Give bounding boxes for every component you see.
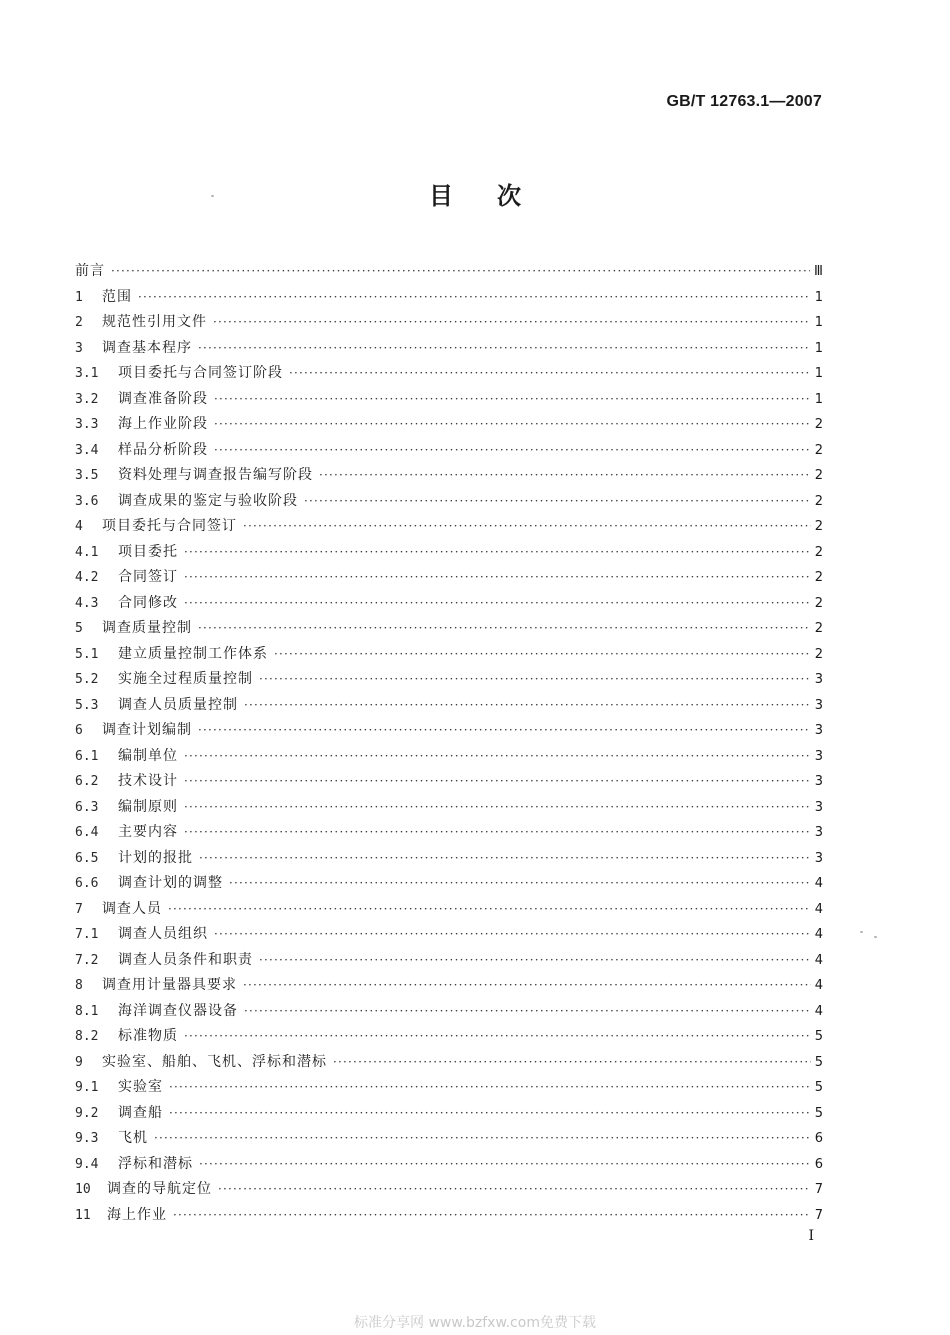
- toc-entry-number: 3.4: [75, 442, 99, 458]
- toc-entry[interactable]: [75, 948, 823, 974]
- toc-entry-number: 8: [75, 978, 83, 993]
- toc-entry-page: 2: [814, 595, 823, 611]
- toc-entry-number: 5.2: [75, 672, 99, 687]
- toc-entry[interactable]: [75, 1024, 823, 1050]
- toc-entry[interactable]: [75, 1075, 823, 1101]
- toc-entry-title: 调查用计量器具要求: [102, 977, 237, 993]
- toc-entry[interactable]: [75, 514, 823, 540]
- toc-entry-title: 项目委托: [118, 543, 178, 560]
- toc-entry-page: 4: [814, 952, 823, 968]
- toc-entry-number: 9: [75, 1054, 83, 1070]
- toc-entry-number: 5.1: [75, 646, 99, 662]
- toc-leader-dots: [169, 1101, 811, 1127]
- toc-entry-page: 3: [814, 723, 823, 738]
- toc-entry-page: 4: [814, 978, 823, 993]
- toc-entry[interactable]: [75, 718, 823, 744]
- toc-entry[interactable]: [75, 259, 823, 285]
- toc-entry-page: Ⅲ: [814, 264, 823, 279]
- toc-entry[interactable]: [75, 1101, 823, 1127]
- toc-leader-dots: [168, 897, 811, 923]
- toc-entry-page: 3: [814, 825, 823, 840]
- toc-entry-title: 编制原则: [118, 798, 178, 815]
- toc-entry-page: 4: [814, 876, 823, 891]
- toc-entry-title: 合同修改: [118, 594, 178, 611]
- toc-entry-page: 2: [814, 442, 823, 458]
- toc-entry-page: 3: [814, 697, 823, 713]
- toc-entry[interactable]: [75, 667, 823, 693]
- toc-entry-number: 3.5: [75, 468, 99, 483]
- toc-entry-title: 编制单位: [118, 747, 178, 764]
- toc-entry-number: 9.2: [75, 1105, 99, 1121]
- toc-entry-page: 1: [814, 315, 823, 330]
- toc-entry[interactable]: [75, 412, 823, 438]
- toc-entry-number: 6.2: [75, 774, 99, 789]
- toc-entry-title: 项目委托与合同签订: [102, 518, 237, 534]
- toc-leader-dots: [138, 285, 811, 311]
- toc-entry[interactable]: [75, 1152, 823, 1178]
- toc-entry-number: 3.1: [75, 366, 99, 381]
- toc-entry[interactable]: [75, 285, 823, 311]
- toc-entry-page: 5: [814, 1105, 823, 1121]
- toc-entry-number: 3.2: [75, 391, 99, 407]
- toc-leader-dots: [199, 1152, 811, 1178]
- toc-entry-title: 调查人员质量控制: [118, 696, 238, 713]
- toc-entry-number: 3.6: [75, 493, 99, 509]
- toc-entry-title: 样品分析阶段: [118, 441, 208, 458]
- toc-entry-page: 2: [814, 570, 823, 585]
- standard-code: GB/T 12763.1—2007: [666, 93, 822, 110]
- toc-entry-number: 6.1: [75, 748, 99, 764]
- toc-entry-title: 调查的导航定位: [107, 1181, 212, 1197]
- toc-entry-number: 9.1: [75, 1080, 99, 1095]
- toc-entry[interactable]: [75, 744, 823, 770]
- toc-entry[interactable]: [75, 871, 823, 897]
- toc-entry-number: 7.2: [75, 952, 99, 968]
- toc-entry[interactable]: [75, 642, 823, 668]
- toc-leader-dots: [198, 718, 811, 744]
- toc-entry-title: 飞机: [118, 1130, 148, 1146]
- toc-entry-page: 4: [814, 1003, 823, 1019]
- toc-entry[interactable]: [75, 616, 823, 642]
- toc-entry-title: 标准物质: [118, 1028, 178, 1044]
- toc-entry-title: 调查计划编制: [102, 722, 192, 738]
- toc-entry-number: 2: [75, 315, 83, 330]
- toc-leader-dots: [111, 259, 810, 285]
- toc-entry[interactable]: [75, 795, 823, 821]
- toc-entry[interactable]: [75, 693, 823, 719]
- toc-entry-number: 4.1: [75, 544, 99, 560]
- toc-entry-number: 9.3: [75, 1131, 99, 1146]
- toc-entry-title: 实验室、船舶、飞机、浮标和潜标: [102, 1053, 327, 1070]
- toc-leader-dots: [184, 591, 811, 617]
- toc-entry[interactable]: [75, 438, 823, 464]
- toc-entry-page: 2: [814, 646, 823, 662]
- toc-entry-number: 11: [75, 1207, 91, 1223]
- toc-entry-number: 4.3: [75, 595, 99, 611]
- toc-entry-title: 合同签订: [118, 569, 178, 585]
- toc-entry-title: 调查质量控制: [102, 620, 192, 636]
- toc-entry-title: 海上作业阶段: [118, 416, 208, 432]
- toc-entry-title: 实施全过程质量控制: [118, 671, 253, 687]
- toc-entry-title: 主要内容: [118, 824, 178, 840]
- toc-entry-page: 5: [814, 1029, 823, 1044]
- toc-entry-number: 7.1: [75, 927, 99, 942]
- toc-entry-title: 海洋调查仪器设备: [118, 1002, 238, 1019]
- toc-entry-number: 3: [75, 340, 83, 356]
- page-number: I: [808, 1228, 814, 1244]
- toc-entry[interactable]: [75, 999, 823, 1025]
- toc-entry-title: 调查人员: [102, 900, 162, 917]
- toc-entry[interactable]: [75, 310, 823, 336]
- toc-entry-page: 1: [814, 366, 823, 381]
- toc-entry-title: 技术设计: [118, 773, 178, 789]
- toc-leader-dots: [319, 463, 811, 489]
- page-title: 目次: [429, 182, 565, 210]
- toc-leader-dots: [184, 769, 811, 795]
- toc-entry-page: 3: [814, 748, 823, 764]
- toc-entry-number: 6.6: [75, 876, 99, 891]
- scan-speck: [860, 931, 863, 933]
- toc-entry-number: 1: [75, 289, 83, 305]
- toc-leader-dots: [213, 310, 811, 336]
- toc-entry-page: 7: [814, 1207, 823, 1223]
- toc-entry-page: 1: [814, 340, 823, 356]
- toc-entry-title: 调查人员条件和职责: [118, 951, 253, 968]
- toc-leader-dots: [259, 667, 811, 693]
- toc-entry-page: 3: [814, 799, 823, 815]
- toc-leader-dots: [243, 973, 811, 999]
- toc-entry[interactable]: [75, 336, 823, 362]
- toc-leader-dots: [214, 412, 811, 438]
- toc-entry[interactable]: [75, 846, 823, 872]
- toc-entry-title: 规范性引用文件: [102, 314, 207, 330]
- toc-entry[interactable]: [75, 897, 823, 923]
- toc-entry-number: 4: [75, 519, 83, 534]
- toc-leader-dots: [244, 693, 811, 719]
- toc-entry[interactable]: [75, 1126, 823, 1152]
- toc-entry-number: 3.3: [75, 417, 99, 432]
- toc-entry-page: 3: [814, 774, 823, 789]
- toc-entry[interactable]: [75, 387, 823, 413]
- toc-entry[interactable]: [75, 463, 823, 489]
- toc-entry-page: 1: [814, 289, 823, 305]
- toc-entry-title: 调查准备阶段: [118, 390, 208, 407]
- toc-entry-title: 资料处理与调查报告编写阶段: [118, 467, 313, 483]
- toc-entry-page: 4: [814, 927, 823, 942]
- toc-entry-page: 2: [814, 544, 823, 560]
- scan-speck: [211, 195, 214, 197]
- toc-leader-dots: [184, 795, 811, 821]
- toc-entry-title: 海上作业: [107, 1206, 167, 1223]
- toc-entry[interactable]: [75, 361, 823, 387]
- toc-entry-number: 6.4: [75, 825, 99, 840]
- toc-entry-title: 实验室: [118, 1079, 163, 1095]
- toc-leader-dots: [184, 744, 811, 770]
- toc-entry-page: 2: [814, 519, 823, 534]
- toc-entry-title: 建立质量控制工作体系: [118, 645, 268, 662]
- toc-leader-dots: [184, 565, 811, 591]
- toc-entry-title: 范围: [102, 288, 132, 305]
- toc-entry[interactable]: [75, 820, 823, 846]
- toc-entry-number: 4.2: [75, 570, 99, 585]
- toc-entry-page: 4: [814, 901, 823, 917]
- toc-leader-dots: [199, 846, 811, 872]
- toc-entry[interactable]: [75, 1177, 823, 1203]
- toc-entry-number: 6: [75, 723, 83, 738]
- toc-leader-dots: [274, 642, 811, 668]
- toc-entry-page: 6: [814, 1156, 823, 1172]
- toc-entry[interactable]: [75, 769, 823, 795]
- toc-entry-number: 6.3: [75, 799, 99, 815]
- toc-leader-dots: [304, 489, 811, 515]
- toc-entry-page: 5: [814, 1054, 823, 1070]
- toc-entry-number: 10: [75, 1182, 91, 1197]
- toc-leader-dots: [243, 514, 811, 540]
- watermark: 标准分享网 www.bzfxw.com免费下载: [354, 1315, 596, 1331]
- toc-leader-dots: [154, 1126, 811, 1152]
- toc-entry-title: 浮标和潜标: [118, 1155, 193, 1172]
- toc-entry-page: 2: [814, 417, 823, 432]
- toc-leader-dots: [289, 361, 811, 387]
- toc-entry-title: 调查基本程序: [102, 339, 192, 356]
- toc-entry[interactable]: [75, 489, 823, 515]
- toc-leader-dots: [229, 871, 811, 897]
- toc-leader-dots: [184, 1024, 811, 1050]
- toc-entry-number: 8.2: [75, 1029, 99, 1044]
- toc-leader-dots: [214, 922, 811, 948]
- toc-entry[interactable]: [75, 1203, 823, 1229]
- toc-entry-title: 调查计划的调整: [118, 875, 223, 891]
- toc-entry-page: 1: [814, 391, 823, 407]
- toc-leader-dots: [218, 1177, 811, 1203]
- table-of-contents: [75, 259, 823, 1228]
- toc-entry-page: 3: [814, 850, 823, 866]
- toc-leader-dots: [259, 948, 811, 974]
- toc-entry-title: 调查人员组织: [118, 926, 208, 942]
- scan-speck: [874, 936, 877, 938]
- toc-leader-dots: [333, 1050, 811, 1076]
- toc-leader-dots: [214, 387, 811, 413]
- toc-leader-dots: [214, 438, 811, 464]
- toc-entry-page: 2: [814, 621, 823, 636]
- toc-entry-page: 7: [814, 1182, 823, 1197]
- toc-leader-dots: [184, 820, 811, 846]
- toc-entry-title: 调查船: [118, 1104, 163, 1121]
- toc-entry-title: 项目委托与合同签订阶段: [118, 365, 283, 381]
- toc-entry-page: 6: [814, 1131, 823, 1146]
- toc-entry[interactable]: [75, 1050, 823, 1076]
- toc-entry-page: 2: [814, 468, 823, 483]
- toc-entry-page: 3: [814, 672, 823, 687]
- toc-entry-title: 前言: [75, 263, 105, 279]
- toc-entry-number: 9.4: [75, 1156, 99, 1172]
- toc-entry[interactable]: [75, 565, 823, 591]
- toc-entry-title: 调查成果的鉴定与验收阶段: [118, 492, 298, 509]
- toc-entry[interactable]: [75, 591, 823, 617]
- toc-leader-dots: [173, 1203, 811, 1229]
- toc-entry-number: 6.5: [75, 850, 99, 866]
- toc-leader-dots: [169, 1075, 811, 1101]
- toc-entry-number: 5: [75, 621, 83, 636]
- toc-entry[interactable]: [75, 922, 823, 948]
- toc-entry-number: 5.3: [75, 697, 99, 713]
- toc-entry[interactable]: [75, 973, 823, 999]
- toc-entry-page: 2: [814, 493, 823, 509]
- toc-entry[interactable]: [75, 540, 823, 566]
- toc-entry-number: 8.1: [75, 1003, 99, 1019]
- toc-entry-number: 7: [75, 901, 83, 917]
- toc-entry-title: 计划的报批: [118, 849, 193, 866]
- toc-entry-page: 5: [814, 1080, 823, 1095]
- toc-leader-dots: [184, 540, 811, 566]
- toc-leader-dots: [244, 999, 811, 1025]
- toc-leader-dots: [198, 336, 811, 362]
- toc-leader-dots: [198, 616, 811, 642]
